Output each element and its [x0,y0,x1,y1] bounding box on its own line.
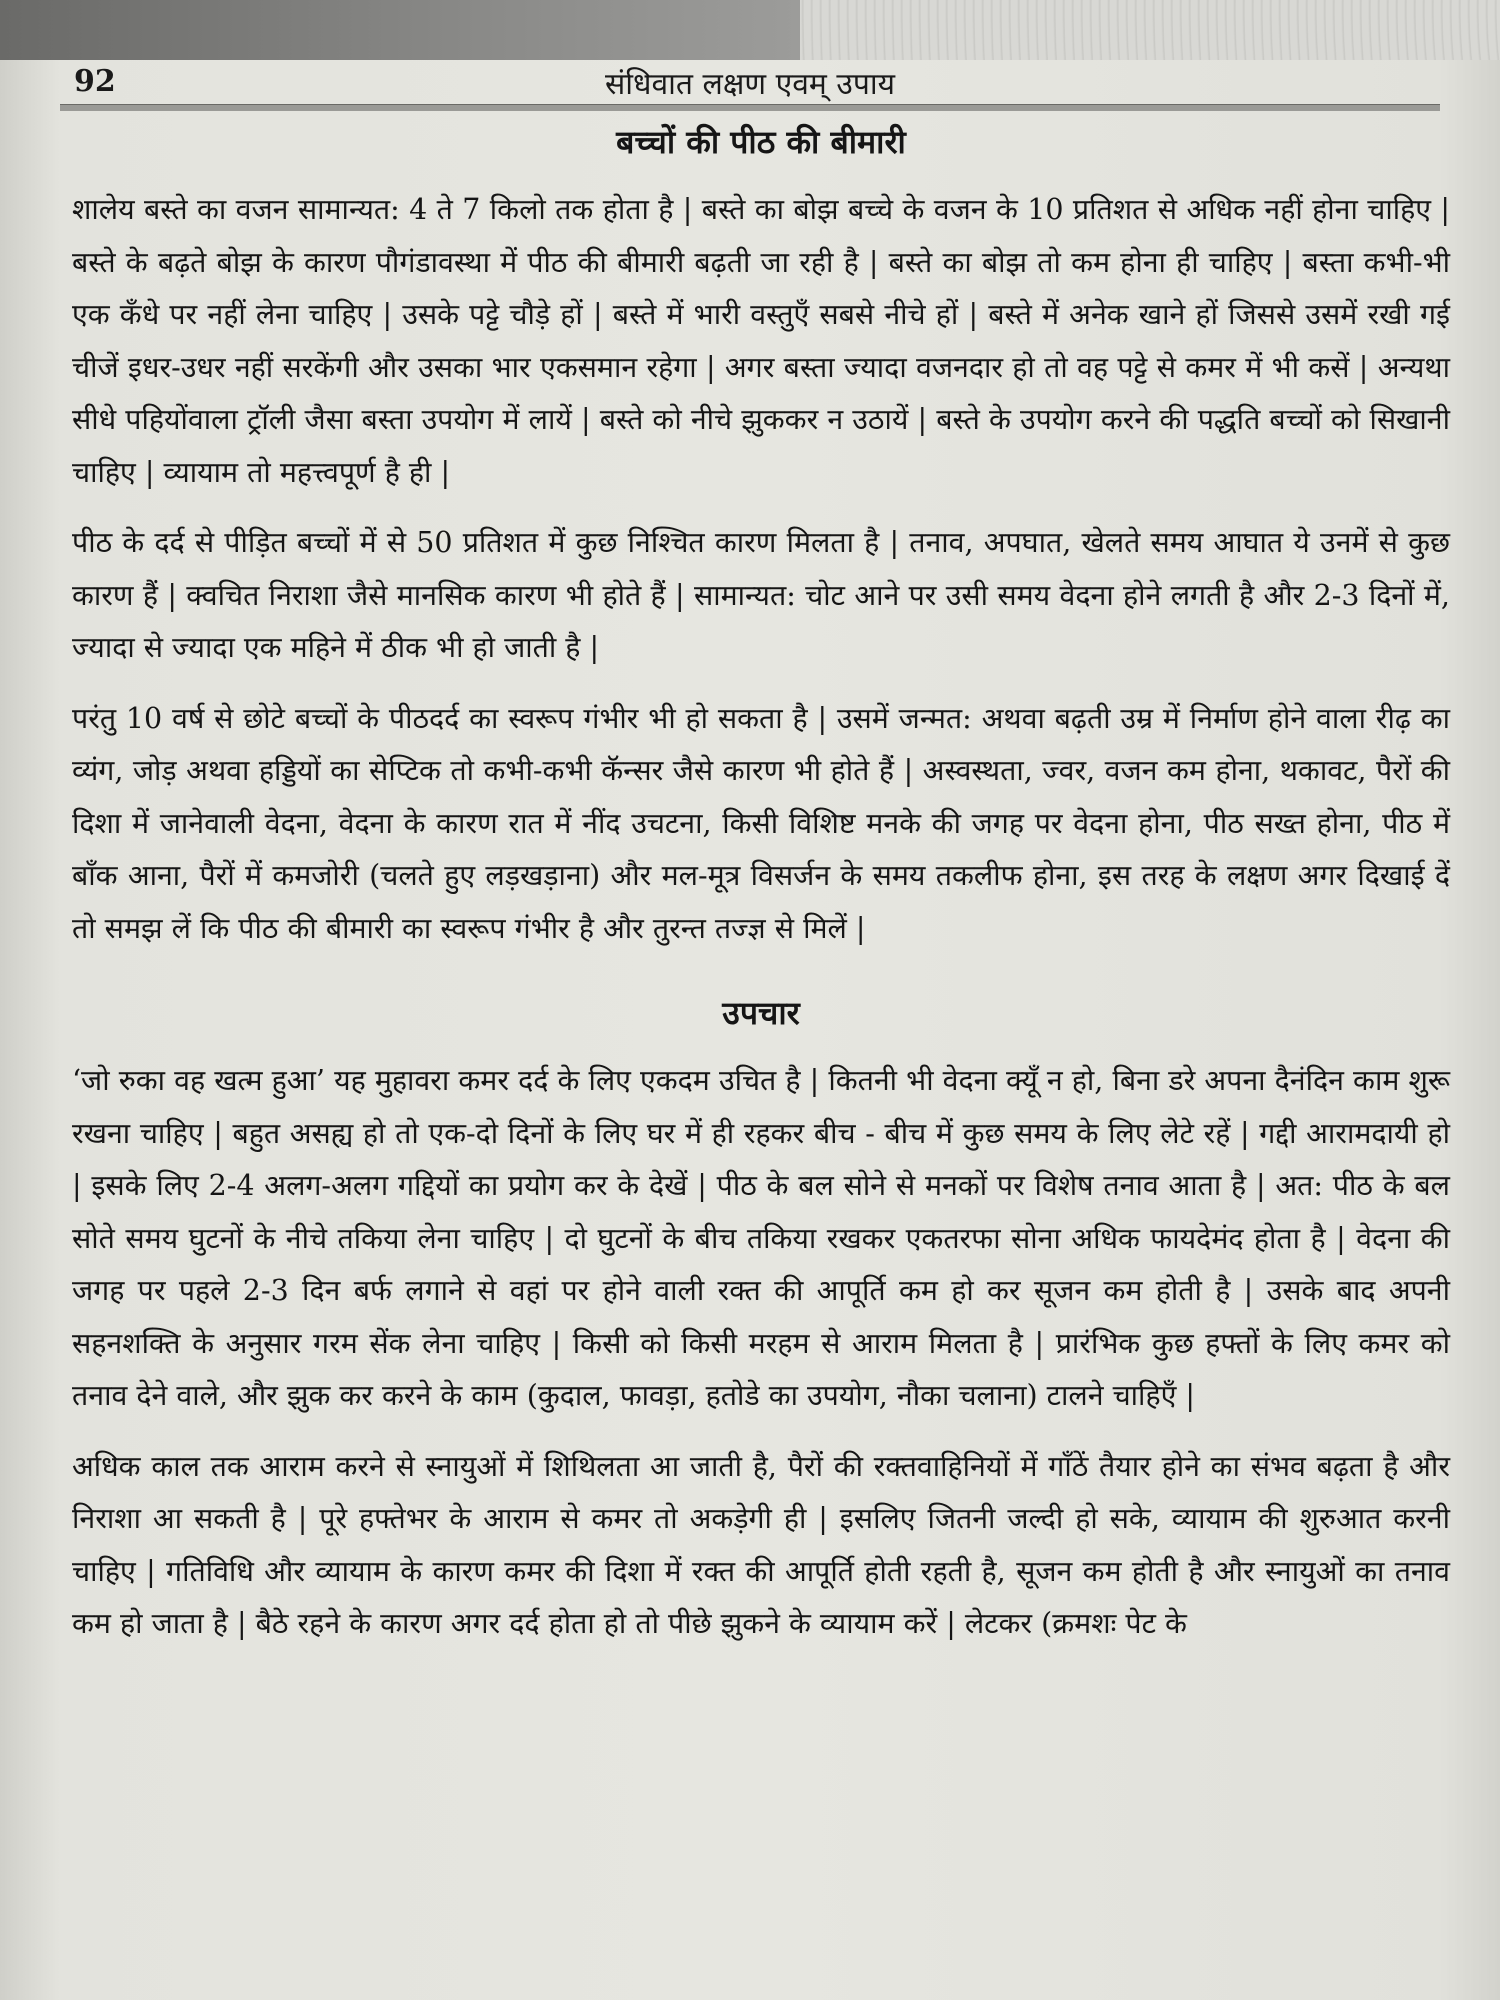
section-heading-childrens-back-disease: बच्चों की पीठ की बीमारी [616,123,906,161]
running-title: संधिवात लक्षण एवम् उपाय [604,67,896,102]
header-rule [60,104,1440,111]
page-header [70,62,1430,106]
section-heading-treatment: उपचार [722,994,800,1032]
top-dark-band [0,0,800,60]
page-content [72,118,1450,1669]
paragraph: ‘जो रुका वह खत्म हुआ’ यह मुहावरा कमर दर्द के लिए एकदम उचित है | कितनी भी वेदना क्यूँ न हो, बिना डरे अपना दैनंदिन काम शुरू रखना चाहिए | बहुत असह्य हो तो एक-दो दिनों के लिए घर में ही रहकर बीच - बीच में कुछ समय के लिए लेटे रहें | गद्दी आरामदायी हो | इसके लिए 2-4 अलग-अलग गद्दियों का प्रयोग कर के देखें | पीठ के बल सोने से मनकों पर विशेष तनाव आता है | अत: पीठ के बल सोते समय घुटनों के नीचे तकिया लेना चाहिए | दो घुटनों के बीच तकिया रखकर एकतरफा सोना अधिक फायदेमंद होता है | वेदना की जगह पर पहले 2-3 दिन बर्फ लगाने से वहां पर होने वाली रक्त की आपूर्ति कम हो कर सूजन कम होती है | उसके बाद अपनी सहनशक्ति के अनुसार गरम सेंक लेना चाहिए | किसी को किसी मरहम से आराम मिलता है | प्रारंभिक कुछ हफ्तों के लिए कमर को तनाव देने वाले, और झुक कर करने के काम (कुदाल, फावड़ा, हतोडे का उपयोग, नौका चलाना) टालने चाहिएँ | [72,1064,1450,1412]
paragraph: अधिक काल तक आराम करने से स्नायुओं में शिथिलता आ जाती है, पैरों की रक्तवाहिनियों में गाँठें तैयार होने का संभव बढ़ता है और निराशा आ सकती है | पूरे हफ्तेभर के आराम से कमर तो अकड़ेगी ही | इसलिए जितनी जल्दी हो सके, व्यायाम की शुरुआत करनी चाहिए | गतिविधि और व्यायाम के कारण कमर की दिशा में रक्त की आपूर्ति होती रहती है, सूजन कम होती है और स्नायुओं का तनाव कम हो जाता है | बैठे रहने के कारण अगर दर्द होता हो तो पीछे झुकने के व्यायाम करें | लेटकर (क्रमशः पेट के [72,1449,1450,1640]
top-pattern-band [800,0,1500,60]
paragraph: शालेय बस्ते का वजन सामान्यत: 4 ते 7 किलो तक होता है | बस्ते का बोझ बच्चे के वजन के 10 प्रतिशत से अधिक नहीं होना चाहिए | बस्ते के बढ़ते बोझ के कारण पौगंडावस्था में पीठ की बीमारी बढ़ती जा रही है | बस्ते का बोझ तो कम होना ही चाहिए | बस्ता कभी-भी एक कँधे पर नहीं लेना चाहिए | उसके पट्टे चौड़े हों | बस्ते में भारी वस्तुएँ सबसे नीचे हों | बस्ते में अनेक खाने हों जिससे उसमें रखी गई चीजें इधर-उधर नहीं सरकेंगी और उसका भार एकसमान रहेगा | अगर बस्ता ज्यादा वजनदार हो तो वह पट्टे से कमर में भी कसें | अन्यथा सीधे पहियोंवाला ट्रॉली जैसा बस्ता उपयोग में लायें | बस्ते को नीचे झुककर न उठायें | बस्ते के उपयोग करने की पद्धति बच्चों को सिखानी चाहिए | व्यायाम तो महत्त्वपूर्ण है ही | [72,193,1450,489]
paragraph: पीठ के दर्द से पीड़ित बच्चों में से 50 प्रतिशत में कुछ निश्चित कारण मिलता है | तनाव, अपघात, खेलते समय आघात ये उनमें से कुछ कारण हैं | क्वचित निराशा जैसे मानसिक कारण भी होते हैं | सामान्यत: चोट आने पर उसी समय वेदना होने लगती है और 2-3 दिनों में, ज्यादा से ज्यादा एक महिने में ठीक भी हो जाती है | [72,526,1450,664]
page-number: 92 [74,64,116,99]
paragraph: परंतु 10 वर्ष से छोटे बच्चों के पीठदर्द का स्वरूप गंभीर भी हो सकता है | उसमें जन्मत: अथवा बढ़ती उम्र में निर्माण होने वाला रीढ़ का व्यंग, जोड़ अथवा हड्डियों का सेप्टिक तो कभी-कभी कॅन्सर जैसे कारण भी होते हैं | अस्वस्थता, ज्वर, वजन कम होना, थकावट, पैरों की दिशा में जानेवाली वेदना, वेदना के कारण रात में नींद उचटना, किसी विशिष्ट मनके की जगह पर वेदना होना, पीठ सख्त होना, पीठ में बाँक आना, पैरों में कमजोरी (चलते हुए लड़खड़ाना) और मल-मूत्र विसर्जन के समय तकलीफ होना, इस तरह के लक्षण अगर दिखाई दें तो समझ लें कि पीठ की बीमारी का स्वरूप गंभीर है और तुरन्त तज्ज्ञ से मिलें | [72,701,1450,945]
